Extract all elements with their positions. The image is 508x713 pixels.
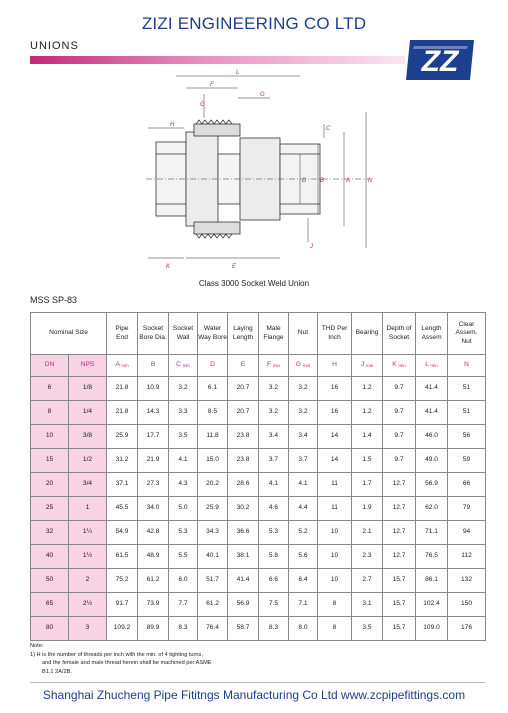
column-header-line: Pipe: [115, 325, 129, 333]
column-header-line: Length: [232, 333, 254, 341]
column-header-line: Bearing: [355, 329, 379, 337]
value-cell: 12.7: [383, 521, 416, 545]
value-cell: 42.8: [138, 521, 169, 545]
table-row: [31, 377, 486, 401]
value-cell: 1.2: [352, 401, 383, 425]
value-cell: 36.6: [228, 521, 259, 545]
nps-cell: 3: [69, 617, 107, 641]
svg-text:A: A: [346, 178, 351, 184]
value-cell: 4.1: [259, 473, 289, 497]
value-cell: 61.2: [198, 593, 228, 617]
nps-cell: 3/8: [69, 425, 107, 449]
column-header: [448, 313, 486, 355]
column-header: [352, 313, 383, 355]
value-cell: 79: [448, 497, 486, 521]
value-cell: 102.4: [416, 593, 448, 617]
nps-cell: 1/8: [69, 377, 107, 401]
value-cell: 3.5: [169, 425, 198, 449]
value-cell: 76.5: [416, 545, 448, 569]
value-cell: 61.5: [107, 545, 138, 569]
value-cell: 5.0: [169, 497, 198, 521]
value-cell: 10: [318, 569, 352, 593]
value-cell: 34.0: [138, 497, 169, 521]
column-header-line: End: [116, 333, 128, 341]
value-cell: 8.0: [289, 617, 318, 641]
column-header: [228, 313, 259, 355]
column-header-line: THD Per: [321, 325, 348, 333]
table-row: [31, 545, 486, 569]
symbol-letter: J: [360, 361, 365, 369]
table-row: [31, 401, 486, 425]
value-cell: 6.6: [259, 569, 289, 593]
value-cell: 41.4: [228, 569, 259, 593]
value-cell: 48.9: [138, 545, 169, 569]
value-cell: 10: [318, 545, 352, 569]
svg-text:L: L: [236, 70, 240, 76]
value-cell: 58.7: [228, 617, 259, 641]
nps-cell: 1: [69, 497, 107, 521]
symbol-letter: D: [210, 361, 215, 369]
value-cell: 3.4: [289, 425, 318, 449]
symbol-subscript: min: [182, 363, 190, 369]
value-cell: 8.5: [198, 401, 228, 425]
value-cell: 1.7: [352, 473, 383, 497]
value-cell: 94: [448, 521, 486, 545]
value-cell: 8: [318, 593, 352, 617]
value-cell: 12.7: [383, 545, 416, 569]
value-cell: 5.3: [169, 521, 198, 545]
value-cell: 10.9: [138, 377, 169, 401]
column-header-line: Depth of: [386, 325, 412, 333]
table-header-row: [31, 313, 486, 355]
value-cell: 14: [318, 449, 352, 473]
dn-label: DN: [31, 355, 69, 377]
value-cell: 31.2: [107, 449, 138, 473]
value-cell: 3.2: [289, 401, 318, 425]
value-cell: 8.3: [259, 617, 289, 641]
table-row: [31, 473, 486, 497]
column-header-line: Assem: [421, 333, 442, 341]
value-cell: 15.7: [383, 593, 416, 617]
svg-text:C: C: [326, 126, 331, 132]
value-cell: 3.2: [259, 377, 289, 401]
dimension-symbol: [259, 355, 289, 377]
column-header: [289, 313, 318, 355]
dn-cell: 50: [31, 569, 69, 593]
value-cell: 12.7: [383, 497, 416, 521]
value-cell: 14: [318, 425, 352, 449]
svg-text:N: N: [368, 178, 373, 184]
value-cell: 7.7: [169, 593, 198, 617]
notes-block: [30, 642, 485, 676]
dimension-symbol: [138, 355, 169, 377]
dn-cell: 15: [31, 449, 69, 473]
value-cell: 12.7: [383, 473, 416, 497]
value-cell: 1.2: [352, 377, 383, 401]
table-row: [31, 425, 486, 449]
value-cell: 7.5: [259, 593, 289, 617]
value-cell: 3.7: [289, 449, 318, 473]
dn-cell: 32: [31, 521, 69, 545]
dimension-symbol: [289, 355, 318, 377]
drawing-caption: Class 3000 Socket Weld Union: [198, 279, 310, 288]
value-cell: 6.1: [198, 377, 228, 401]
footer-divider: [30, 682, 485, 683]
value-cell: 59: [448, 449, 486, 473]
column-header-line: Way Bore: [198, 333, 227, 341]
standard-label: MSS SP-83: [30, 295, 78, 305]
value-cell: 49.0: [416, 449, 448, 473]
symbol-letter: K: [392, 361, 397, 369]
value-cell: 41.4: [416, 401, 448, 425]
value-cell: 3.1: [352, 593, 383, 617]
value-cell: 10: [318, 521, 352, 545]
value-cell: 3.2: [169, 377, 198, 401]
value-cell: 41.4: [416, 377, 448, 401]
nps-cell: 2: [69, 569, 107, 593]
value-cell: 3.5: [352, 617, 383, 641]
table-row: [31, 521, 486, 545]
value-cell: 20.7: [228, 401, 259, 425]
column-header-line: Length: [421, 325, 442, 333]
header-nominal-size: Nominal Size: [31, 313, 107, 355]
column-header-line: Inch: [328, 333, 341, 341]
value-cell: 46.0: [416, 425, 448, 449]
value-cell: 1.4: [352, 425, 383, 449]
value-cell: 6.4: [289, 569, 318, 593]
svg-text:D: D: [302, 178, 307, 184]
symbol-letter: B: [150, 361, 156, 369]
note-line-1: 1) H is the number of threads per inch with the min. of 4 tighting turns,: [30, 651, 203, 658]
svg-text:G: G: [200, 102, 205, 108]
column-header-line: Water: [203, 325, 222, 333]
dimension-symbol: [228, 355, 259, 377]
symbol-letter: E: [240, 361, 246, 369]
value-cell: 56.9: [416, 473, 448, 497]
value-cell: 23.8: [228, 449, 259, 473]
value-cell: 6.0: [169, 569, 198, 593]
value-cell: 8: [318, 617, 352, 641]
value-cell: 76.4: [198, 617, 228, 641]
dimension-symbol: [107, 355, 138, 377]
value-cell: 4.1: [289, 473, 318, 497]
value-cell: 86.1: [416, 569, 448, 593]
table-row: [31, 569, 486, 593]
value-cell: 109.2: [107, 617, 138, 641]
value-cell: 21.8: [107, 377, 138, 401]
symbol-subscript: min: [121, 363, 129, 369]
dimension-symbol: [318, 355, 352, 377]
svg-text:H: H: [170, 122, 175, 128]
company-logo: [404, 38, 476, 82]
value-cell: 16: [318, 377, 352, 401]
value-cell: 40.1: [198, 545, 228, 569]
value-cell: 54.9: [107, 521, 138, 545]
value-cell: 1.5: [352, 449, 383, 473]
nps-cell: 2½: [69, 593, 107, 617]
value-cell: 28.6: [228, 473, 259, 497]
value-cell: 176: [448, 617, 486, 641]
value-cell: 34.3: [198, 521, 228, 545]
symbol-letter: H: [332, 361, 337, 369]
value-cell: 25.9: [198, 497, 228, 521]
value-cell: 15.7: [383, 569, 416, 593]
nps-cell: 1/4: [69, 401, 107, 425]
value-cell: 2.1: [352, 521, 383, 545]
dn-cell: 10: [31, 425, 69, 449]
value-cell: 7.1: [289, 593, 318, 617]
symbol-letter: L: [425, 361, 429, 369]
column-header-line: Male: [266, 325, 281, 333]
column-header-line: Nut: [461, 337, 472, 345]
footer-text: Shanghai Zhucheng Pipe Fititngs Manufacturing Co Ltd www.zcpipefittings.com: [42, 688, 466, 702]
value-cell: 45.5: [107, 497, 138, 521]
column-header-line: Socket: [172, 325, 194, 333]
column-header-line: Socket: [388, 333, 410, 341]
union-cross-section-drawing: [140, 62, 380, 276]
value-cell: 51: [448, 401, 486, 425]
symbol-letter: F: [266, 361, 271, 369]
table-row: [31, 449, 486, 473]
column-header: [138, 313, 169, 355]
nps-cell: 1½: [69, 545, 107, 569]
column-header-line: Flange: [263, 333, 284, 341]
value-cell: 11: [318, 497, 352, 521]
value-cell: 66: [448, 473, 486, 497]
dn-cell: 20: [31, 473, 69, 497]
value-cell: 23.8: [228, 425, 259, 449]
value-cell: 4.1: [169, 449, 198, 473]
nps-cell: 3/4: [69, 473, 107, 497]
value-cell: 5.2: [289, 521, 318, 545]
nps-label: NPS: [69, 355, 107, 377]
value-cell: 2.3: [352, 545, 383, 569]
symbol-subscript: min: [302, 363, 311, 369]
dimension-symbol: [416, 355, 448, 377]
dn-cell: 8: [31, 401, 69, 425]
value-cell: 75.2: [107, 569, 138, 593]
svg-text:J: J: [310, 244, 313, 250]
value-cell: 25.9: [107, 425, 138, 449]
value-cell: 51.7: [198, 569, 228, 593]
column-header-line: Wall: [176, 333, 190, 341]
value-cell: 5.8: [259, 545, 289, 569]
value-cell: 1.9: [352, 497, 383, 521]
value-cell: 61.2: [138, 569, 169, 593]
column-header-line: Bore Dia.: [139, 333, 167, 341]
value-cell: 73.9: [138, 593, 169, 617]
value-cell: 91.7: [107, 593, 138, 617]
dn-cell: 65: [31, 593, 69, 617]
value-cell: 15.7: [383, 617, 416, 641]
dn-cell: 25: [31, 497, 69, 521]
value-cell: 30.2: [228, 497, 259, 521]
nps-cell: 1¼: [69, 521, 107, 545]
value-cell: 21.9: [138, 449, 169, 473]
value-cell: 51: [448, 377, 486, 401]
symbol-subscript: min: [430, 363, 438, 369]
symbol-subscript: min: [365, 363, 374, 369]
symbol-letter: C: [176, 361, 181, 369]
value-cell: 3.2: [259, 401, 289, 425]
value-cell: 8.3: [169, 617, 198, 641]
value-cell: 27.3: [138, 473, 169, 497]
value-cell: 132: [448, 569, 486, 593]
value-cell: 3.7: [259, 449, 289, 473]
svg-text:B: B: [320, 178, 325, 184]
symbol-letter: N: [464, 361, 469, 369]
value-cell: 4.3: [169, 473, 198, 497]
nps-cell: 1/2: [69, 449, 107, 473]
dn-cell: 6: [31, 377, 69, 401]
dimension-symbol: [198, 355, 228, 377]
column-header-line: Clear Assem.: [455, 321, 478, 337]
value-cell: 9.7: [383, 401, 416, 425]
svg-text:F: F: [210, 82, 214, 88]
value-cell: 5.3: [259, 521, 289, 545]
value-cell: 17.7: [138, 425, 169, 449]
note-line-2: and the female and male thread herein shall be machined per ASME: [42, 660, 212, 667]
svg-text:G: G: [260, 92, 265, 98]
column-header: [198, 313, 228, 355]
value-cell: 38.1: [228, 545, 259, 569]
value-cell: 14.3: [138, 401, 169, 425]
column-header: [107, 313, 138, 355]
column-header-line: Nut: [297, 329, 309, 337]
value-cell: 9.7: [383, 449, 416, 473]
value-cell: 150: [448, 593, 486, 617]
column-header-line: Laying: [233, 325, 253, 333]
note-line-3: B1.1 2A/2B.: [42, 668, 72, 675]
dimension-symbol: [352, 355, 383, 377]
value-cell: 15.0: [198, 449, 228, 473]
notes-title: Note:: [30, 643, 44, 649]
value-cell: 3.3: [169, 401, 198, 425]
value-cell: 16: [318, 401, 352, 425]
dn-cell: 40: [31, 545, 69, 569]
column-header: [416, 313, 448, 355]
value-cell: 71.1: [416, 521, 448, 545]
value-cell: 5.6: [289, 545, 318, 569]
value-cell: 21.8: [107, 401, 138, 425]
value-cell: 56.9: [228, 593, 259, 617]
dn-cell: 80: [31, 617, 69, 641]
symbol-letter: A: [115, 361, 120, 369]
symbol-subscript: min: [272, 363, 281, 369]
value-cell: 62.0: [416, 497, 448, 521]
column-header: [169, 313, 198, 355]
value-cell: 89.9: [138, 617, 169, 641]
value-cell: 4.4: [289, 497, 318, 521]
value-cell: 20.2: [198, 473, 228, 497]
value-cell: 112: [448, 545, 486, 569]
dimension-symbol: [169, 355, 198, 377]
dimension-symbol: [383, 355, 416, 377]
value-cell: 11.8: [198, 425, 228, 449]
value-cell: 4.6: [259, 497, 289, 521]
value-cell: 109.0: [416, 617, 448, 641]
logo-text: ZZ: [421, 45, 459, 78]
column-header: [259, 313, 289, 355]
table-row: [31, 617, 486, 641]
column-header-line: Socket: [142, 325, 164, 333]
column-header: [383, 313, 416, 355]
value-cell: 2.7: [352, 569, 383, 593]
value-cell: 3.2: [289, 377, 318, 401]
value-cell: 20.7: [228, 377, 259, 401]
value-cell: 11: [318, 473, 352, 497]
value-cell: 9.7: [383, 425, 416, 449]
company-title: ZIZI ENGINEERING CO LTD: [141, 14, 367, 33]
table-row: [31, 593, 486, 617]
table-row: [31, 497, 486, 521]
value-cell: 3.4: [259, 425, 289, 449]
section-title: UNIONS: [30, 40, 79, 52]
symbol-letter: G: [295, 361, 302, 369]
svg-text:K: K: [166, 264, 171, 270]
symbol-subscript: min: [398, 363, 406, 369]
column-header: [318, 313, 352, 355]
value-cell: 5.5: [169, 545, 198, 569]
value-cell: 56: [448, 425, 486, 449]
value-cell: 9.7: [383, 377, 416, 401]
dimension-table: [30, 312, 486, 641]
value-cell: 37.1: [107, 473, 138, 497]
dimension-symbol: [448, 355, 486, 377]
svg-text:E: E: [232, 264, 237, 270]
symbol-row: [31, 355, 486, 377]
